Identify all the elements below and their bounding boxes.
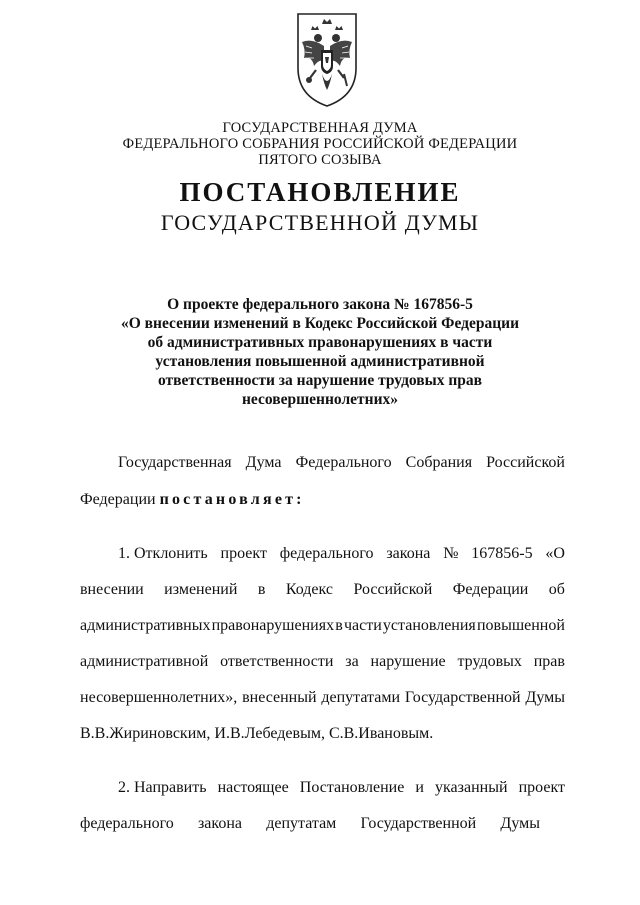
word: Думы: [500, 815, 540, 832]
subject-line: об административных правонарушениях в части: [147, 334, 493, 351]
word: правонарушениях: [211, 617, 335, 634]
word: депутатам: [266, 815, 337, 832]
word: Российской: [486, 454, 565, 471]
subject-line: несовершеннолетних»: [241, 391, 399, 408]
word: Постановление: [299, 779, 405, 796]
word: 167856-5: [471, 545, 533, 562]
item2-line-1: [118, 779, 565, 797]
item1-line-4: [80, 653, 565, 671]
word: об: [548, 581, 565, 598]
subject-line: «О внесении изменений в Кодекс Российской Федерации: [120, 315, 520, 332]
word: нарушение: [370, 653, 446, 670]
word: депутатами: [321, 689, 401, 706]
item1-line-2: [80, 581, 565, 599]
word: трудовых: [457, 653, 522, 670]
word: административной: [80, 653, 209, 670]
word: 2. Направить: [118, 779, 207, 796]
item1-line-3: [80, 617, 565, 635]
word: федерального: [80, 815, 174, 832]
subject-line: установления повышенной административной: [155, 353, 485, 370]
item1-line-1: [118, 545, 565, 563]
word: закона: [386, 545, 431, 562]
word: Федерации: [80, 491, 160, 508]
header-line-duma: ГОСУДАРСТВЕННАЯ ДУМА: [222, 120, 418, 136]
word: Кодекс: [285, 581, 333, 598]
word: Федерального: [295, 454, 392, 471]
word: закона: [197, 815, 242, 832]
word: внесении: [80, 581, 144, 598]
word: Государственной: [360, 815, 477, 832]
word: проект: [220, 545, 267, 562]
word: ответственности: [220, 653, 334, 670]
word: Российской: [353, 581, 433, 598]
word: «О: [545, 545, 565, 562]
word: в: [257, 581, 266, 598]
word: несовершеннолетних»,: [80, 689, 238, 706]
word: Дума: [245, 454, 282, 471]
word: установления: [382, 617, 476, 634]
word: Думы: [525, 689, 565, 706]
header-line-convocation: ПЯТОГО СОЗЫВА: [258, 152, 382, 168]
word: Собрания: [405, 454, 473, 471]
word: указанный: [435, 779, 508, 796]
word: №: [443, 545, 459, 562]
preamble-line-2: [80, 491, 565, 509]
word: повышенной: [476, 617, 565, 634]
word: федерального: [279, 545, 374, 562]
word: 1. Отклонить: [118, 545, 208, 562]
word: и: [415, 779, 424, 796]
word: изменений: [164, 581, 238, 598]
word: настоящее: [217, 779, 289, 796]
item1-line-5: [80, 689, 565, 707]
word: Федерации: [452, 581, 529, 598]
preamble-line-1: [118, 454, 565, 472]
word: прав: [533, 653, 565, 670]
russian-coat-of-arms-icon: [294, 10, 360, 110]
header-line-assembly: ФЕДЕРАЛЬНОГО СОБРАНИЯ РОССИЙСКОЙ ФЕДЕРАЦИИ: [122, 136, 518, 152]
page-subtitle: ГОСУДАРСТВЕННОЙ ДУМЫ: [160, 210, 480, 235]
word: проект: [518, 779, 565, 796]
item1-line-6: В.В.Жириновским, И.В.Лебедевым, С.В.Ивановым.: [80, 725, 434, 742]
word: административных: [80, 617, 211, 634]
word: части: [343, 617, 382, 634]
word: Государственной: [404, 689, 521, 706]
resolves-keyword: постановляет:: [159, 491, 305, 508]
word: внесенный: [242, 689, 317, 706]
word: Государственная: [118, 454, 232, 471]
word: в: [335, 617, 343, 634]
word: за: [345, 653, 359, 670]
page-title: ПОСТАНОВЛЕНИЕ: [179, 177, 461, 207]
item2-line-2: [80, 815, 540, 833]
subject-line: О проекте федерального закона № 167856-5: [167, 296, 473, 313]
subject-line: ответственности за нарушение трудовых прав: [157, 372, 483, 389]
